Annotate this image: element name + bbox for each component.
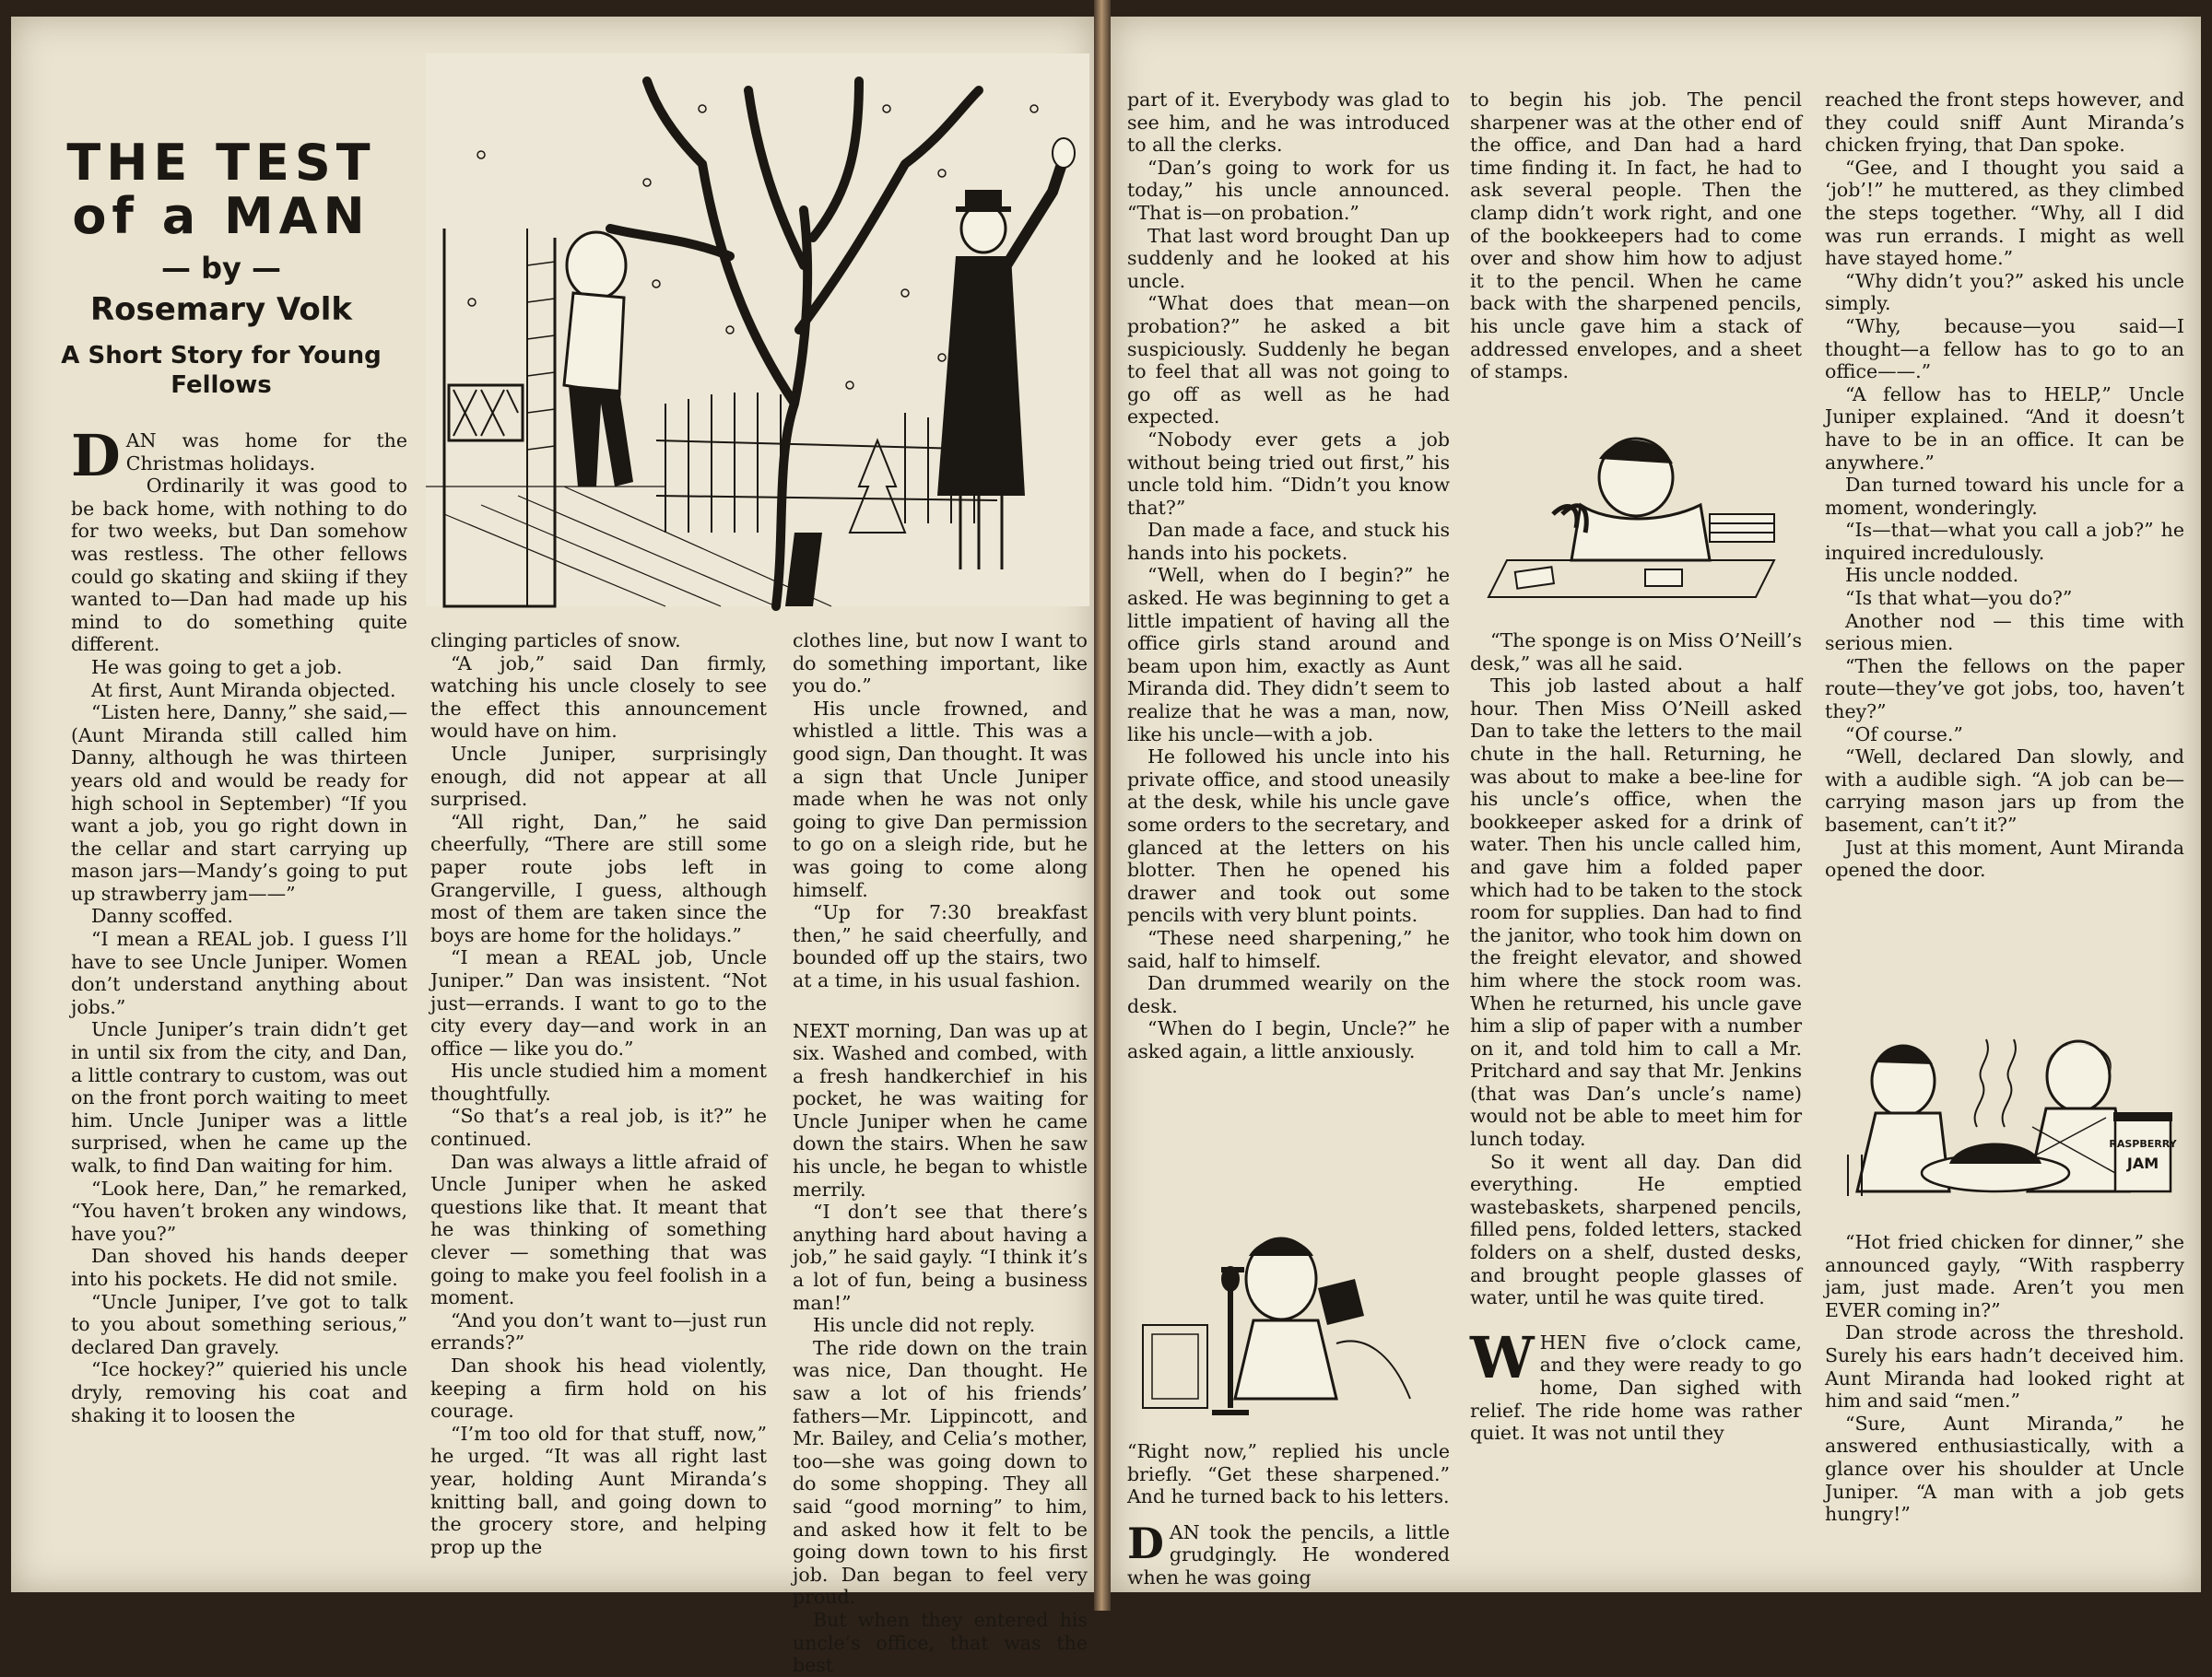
paragraph: This job lasted about a half hour. Then Miss O’Neill asked Dan to take the letters to the mail chute in the hall. Returning, he was about to make a bee-line for his uncle’s office, when the bookkeeper asked for a drink of water. Then his uncle called him, and gave him a folded paper which had to be taken to the stock room for supplies. Dan had to find the janitor, who took him down on the freight elevator, and showed him where the stock room was. When he returned, his uncle gave him a slip of paper with a number on it, and told him to call a Mr. Pritchard and say that Mr. Jenkins (that was Dan’s uncle’s name) would not be able to meet him for lunch today.: [1470, 674, 1802, 1151]
paragraph: “I mean a REAL job, Uncle Juniper.” Dan was insistent. “Not just—errands. I want to go to the city every day—and work in an office — like you do.”: [430, 946, 767, 1060]
paragraph: “Why, because—you said—I thought—a fellow has to go to an office——.”: [1825, 314, 2184, 383]
paragraph: Just at this moment, Aunt Miranda opened the door.: [1825, 836, 2184, 882]
paragraph: clothes line, but now I want to do something important, like you do.”: [793, 629, 1088, 698]
paragraph: “A job,” said Dan firmly, watching his uncle closely to see the effect this announcement would have on him.: [430, 651, 767, 743]
paragraph: Uncle Juniper’s train didn’t get in until six from the city, and Dan, a little contrary to custom, was out on the front porch waiting to meet him. Uncle Juniper was a little surprised, when he came up the walk, to find Dan waiting for him.: [71, 1018, 407, 1177]
column-4-continued: [1127, 1440, 1450, 1592]
paragraph: “I mean a REAL job. I guess I’ll have to see Uncle Juniper. Women don’t understand anything about jobs.”: [71, 928, 407, 1018]
paragraph: So it went all day. Dan did everything. He emptied wastebaskets, sharpened pencils, filled pens, folded letters, stacked folders on a shelf, dusted desks, and brought people glasses of water, until he was quite tired.: [1470, 1150, 1802, 1309]
drop-cap: D: [1127, 1518, 1164, 1568]
paragraph: Dan drummed wearily on the desk.: [1127, 972, 1450, 1017]
story-title-line1: THE TEST: [66, 134, 376, 192]
paragraph: “Is—that—what you call a job?” he inquired incredulously.: [1825, 519, 2184, 564]
paragraph: “Listen here, Danny,” she said,—(Aunt Miranda still called him Danny, although he was thirteen years old and would be ready for high school in September) “If you want a job, you go right down in the cellar and start carrying up mason jars—Mandy’s going to put up strawberry jam——”: [71, 701, 407, 905]
column-5-continued: [1470, 629, 1802, 1592]
paragraph: “Well, declared Dan slowly, and with a audible sigh. “A job can be—carrying mason jars up from the basement, can’t it?”: [1825, 745, 2184, 836]
paragraph: Dan strode across the threshold. Surely his ears hadn’t deceived him. Aunt Miranda had looked right at him and said “men.”: [1825, 1321, 2184, 1413]
right-page: [1111, 17, 2201, 1592]
paragraph: Danny scoffed.: [91, 905, 233, 928]
byline-separator: — by —: [160, 251, 282, 286]
page-gutter: [1094, 0, 1111, 1611]
paragraph: Ordinarily it was good to be back home, with nothing to do for two weeks, but Dan somehow was restless. The other fellows could go skating and skiing if they wanted to—Dan had made up his mind to do something quite different.: [71, 475, 407, 656]
paragraph: “Well, when do I begin?” he asked. He was beginning to get a little impatient of having all the office girls stand around and beam upon him, exactly as Aunt Miranda did. They didn’t seem to realize that he was a man, now, like his uncle—with a job.: [1127, 564, 1450, 745]
paragraph: At first, Aunt Miranda objected.: [91, 678, 396, 701]
paragraph: “Right now,” replied his uncle briefly. “Get these sharpened.” And he turned back to his letters.: [1127, 1440, 1450, 1508]
paragraph: Dan shook his head violently, keeping a firm hold on his courage.: [430, 1354, 767, 1423]
desk-work-illustration: [1479, 422, 1793, 606]
winter-scene-drawing: [426, 53, 1089, 606]
paragraph: “Why didn’t you?” asked his uncle simply.: [1825, 269, 2184, 315]
dinner-drawing: [1839, 1016, 2180, 1210]
drop-cap: D: [71, 422, 121, 489]
story-title-line2: of a MAN: [72, 187, 371, 245]
column-2: [430, 629, 767, 1592]
column-6: [1825, 88, 2184, 1010]
paragraph: Uncle Juniper, surprisingly enough, did not appear at all surprised.: [430, 742, 767, 811]
story-title-block: [55, 136, 387, 400]
paragraph: “A fellow has to HELP,” Uncle Juniper explained. “And it doesn’t have to be in an office. It can be anywhere.”: [1825, 382, 2184, 474]
paragraph: reached the front steps however, and they could sniff Aunt Miranda’s chicken frying, that Dan spoke.: [1825, 88, 2184, 157]
story-subtitle: A Short Story for Young Fellows: [61, 342, 382, 399]
paragraph: “Ice hockey?” quieried his uncle dryly, removing his coat and shaking it to loosen the: [71, 1358, 407, 1426]
paragraph: His uncle frowned, and whistled a little. This was a good sign, Dan thought. It was a sign that Uncle Juniper made when he was not only going to give Dan permission to go on a sleigh ride, but he was going to come along himself.: [793, 697, 1088, 901]
paragraph: His uncle nodded.: [1845, 564, 2019, 587]
paragraph: [71, 422, 407, 489]
paragraph: Another nod — this time with serious mien.: [1825, 609, 2184, 655]
paragraph: “Hot fried chicken for dinner,” she announced gayly, “With raspberry jam, just made. Aren’t you men EVER coming in?”: [1825, 1231, 2184, 1321]
paragraph: “Nobody ever gets a job without being tried out first,” his uncle told him. “Didn’t you know that?”: [1127, 428, 1450, 519]
column-4: [1127, 88, 1450, 1194]
telephone-drawing: [1143, 1214, 1419, 1426]
paragraph: “Look here, Dan,” he remarked, “You haven’t broken any windows, have you?”: [71, 1177, 407, 1245]
paragraph: Dan shoved his hands deeper into his pockets. He did not smile.: [71, 1245, 407, 1290]
paragraph: That last word brought Dan up suddenly and he looked at his uncle.: [1127, 224, 1450, 292]
author-name: Rosemary Volk: [89, 291, 353, 328]
paragraph: “Is that what—you do?”: [1845, 587, 2073, 610]
paragraph: “The sponge is on Miss O’Neill’s desk,” was all he said.: [1470, 629, 1802, 674]
paragraph: His uncle studied him a moment thoughtfully.: [430, 1060, 767, 1105]
column-3: [793, 629, 1088, 1677]
paragraph: “These need sharpening,” he said, half to himself.: [1127, 926, 1450, 972]
column-1: [71, 422, 407, 1592]
paragraph: “When do I begin, Uncle?” he asked again, a little anxiously.: [1127, 1017, 1450, 1062]
paragraph: “All right, Dan,” he said cheerfully, “There are still some paper route jobs left in Grangerville, I guess, although most of them are taken since the boys are home for the holidays.”: [430, 810, 767, 946]
paragraph: “Then the fellows on the paper route—they’ve got jobs, too, haven’t they?”: [1825, 654, 2184, 723]
paragraph: [1470, 1323, 1802, 1445]
paragraph: He was going to get a job.: [91, 655, 343, 678]
paragraph: The ride down on the train was nice, Dan thought. He saw a lot of his friends’ fathers—Mr. Lippincott, and Mr. Bailey, and Celia’s mother, too—she was going down to do some shopping. They all said “good morning” to him, and asked how it felt to be going down town to his first job. Dan began to feel very proud.: [793, 1336, 1088, 1609]
column-6-continued: [1825, 1231, 2184, 1592]
paragraph: His uncle did not reply.: [813, 1314, 1036, 1337]
left-page: [11, 17, 1094, 1677]
paragraph: [1127, 1518, 1450, 1589]
paragraph: He followed his uncle into his private office, and stood uneasily at the desk, while his uncle gave some orders to the secretary, and glanced at the letters on his blotter. Then he opened his drawer and took out some pencils with very blunt points.: [1127, 745, 1450, 927]
paragraph: Dan was always a little afraid of Uncle Juniper when he asked questions like that. It meant that he was thinking of something clever — something that was going to make you feel foolish in a moment.: [430, 1150, 767, 1309]
paragraph: “Dan’s going to work for us today,” his uncle announced. “That is—on probation.”: [1127, 156, 1450, 224]
paragraph-text: AN took the pencils, a little grudgingly. He wondered when he was going: [1127, 1520, 1450, 1589]
jar-label-top: RASPBERRY: [2109, 1138, 2177, 1150]
paragraph: Dan made a face, and stuck his hands into his pockets.: [1127, 519, 1450, 564]
paragraph: “Sure, Aunt Miranda,” he answered enthusiastically, with a glance over his shoulder at Uncle Juniper. “A man with a job gets hungry!”: [1825, 1412, 2184, 1526]
paragraph: “I don’t see that there’s anything hard about having a job,” he said gayly. “I think it’s a lot of fun, being a business man!”: [793, 1201, 1088, 1314]
paragraph: “So that’s a real job, is it?” he continued.: [430, 1105, 767, 1151]
paragraph: “Of course.”: [1845, 722, 1963, 745]
drop-cap: W: [1470, 1323, 1535, 1391]
paragraph: clinging particles of snow.: [430, 629, 681, 651]
paragraph: to begin his job. The pencil sharpener was at the other end of the office, and Dan had a hard time finding it. In fact, he had to ask several people. Then the clamp didn’t work right, and one of the bookkeepers had to come over and show him how to adjust it to the pencil. When he came back with the sharpened pencils, his uncle gave him a stack of addressed envelopes, and a sheet of stamps.: [1470, 88, 1802, 383]
paragraph: “Up for 7:30 breakfast then,” he said cheerfully, and bounded off up the stairs, two at a time, in his usual fashion.: [793, 901, 1088, 991]
paragraph: part of it. Everybody was glad to see him, and he was introduced to all the clerks.: [1127, 88, 1450, 157]
paragraph: “Gee, and I thought you said a ‘job’!” he muttered, as they climbed the steps together. “Why, all I did was run errands. I might as well have stayed home.”: [1825, 156, 2184, 270]
jar-label-bottom: JAM: [2126, 1155, 2159, 1172]
paragraph-text: HEN five o’clock came, and they were ready to go home, Dan sighed with relief. The ride home was rather quiet. It was not until they: [1470, 1331, 1802, 1445]
paragraph: “And you don’t want to—just run errands?”: [430, 1308, 767, 1354]
paragraph: NEXT morning, Dan was up at six. Washed and combed, with a fresh handkerchief in his pocket, he was waiting for Uncle Juniper when he came down the stairs. When he saw his uncle, he began to whistle merrily.: [793, 1019, 1088, 1201]
column-5: [1470, 88, 1802, 439]
paragraph: But when they entered his uncle’s office, that was the best: [793, 1608, 1088, 1677]
paragraph: “What does that mean—on probation?” he asked a bit suspiciously. Suddenly he began to feel that all was not going to go off as well as he had expected.: [1127, 292, 1450, 428]
telephone-illustration: [1143, 1214, 1419, 1426]
desk-work-drawing: [1479, 422, 1793, 606]
paragraph: “Uncle Juniper, I’ve got to talk to you about something serious,” declared Dan gravely.: [71, 1290, 407, 1358]
winter-scene-illustration: [426, 53, 1089, 606]
paragraph-text: AN was home for the Christmas holidays.: [125, 429, 407, 475]
dinner-illustration: [1839, 1016, 2180, 1210]
paragraph: “I’m too old for that stuff, now,” he urged. “It was all right last year, holding Aunt Miranda’s knitting ball, and going down to the grocery store, and helping prop up the: [430, 1422, 767, 1558]
paragraph: Dan turned toward his uncle for a moment, wonderingly.: [1825, 474, 2184, 519]
